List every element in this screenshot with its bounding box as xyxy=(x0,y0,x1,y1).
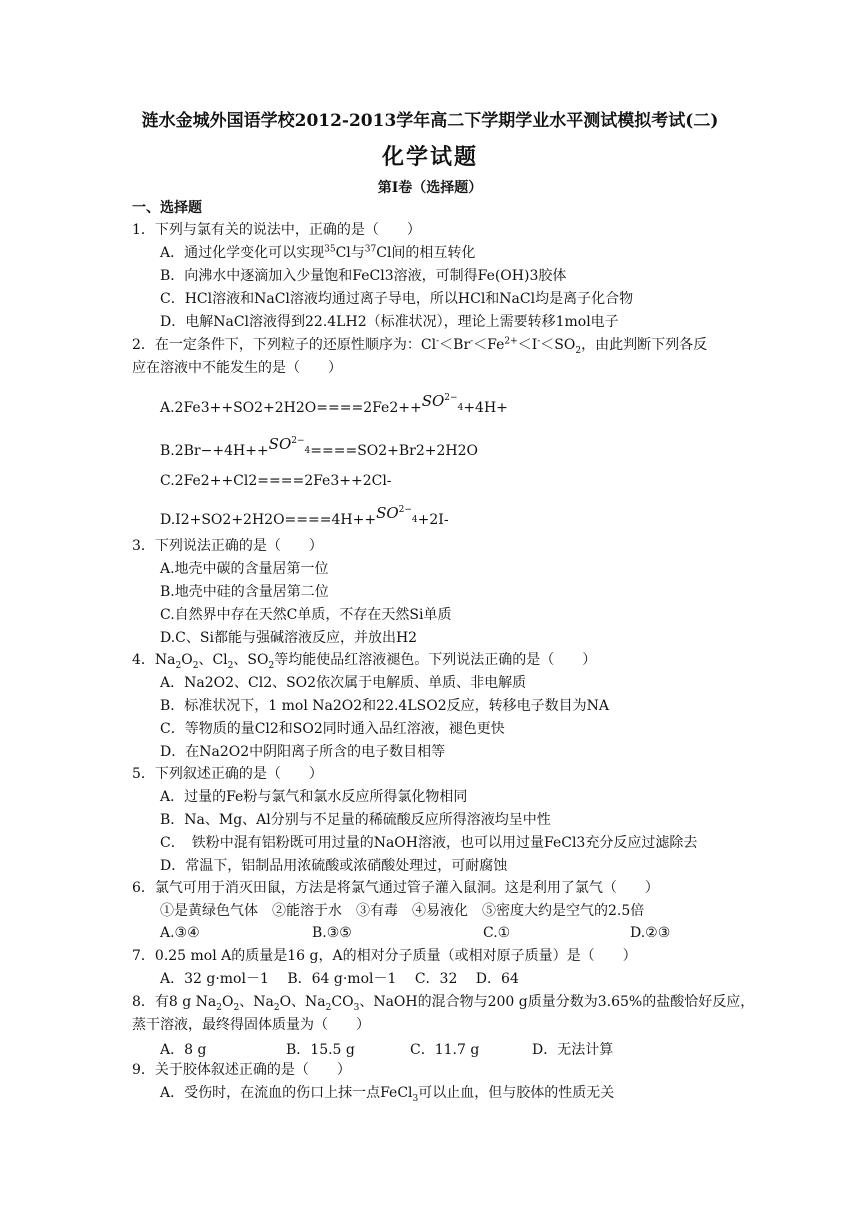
q6-stem: 6．氯气可用于消灭田鼠，方法是将氯气通过管子灌入鼠洞。这是利用了氯气（ ） xyxy=(132,880,659,896)
q6-option-a: A.③④ xyxy=(160,925,200,941)
q1-stem: 1．下列与氯有关的说法中，正确的是（ ） xyxy=(132,222,421,238)
q2-option-c: C.2Fe2++Cl2====2Fe3++2Cl- xyxy=(160,473,392,489)
q6-properties: ①是黄绿色气体 ②能溶于水 ③有毒 ④易液化 ⑤密度大约是空气的2.5倍 xyxy=(160,903,645,919)
sulfate-ion: $SO^{2-}_4$ xyxy=(268,435,311,456)
q4-option-c: C．等物质的量Cl2和SO2同时通入品红溶液，褪色更快 xyxy=(160,721,505,737)
q2-option-d: $D.I2+SO2+2H2O====4H++SO^{2-}_4+2I-$ xyxy=(160,504,449,528)
q3-option-b: B.地壳中硅的含量居第二位 xyxy=(160,584,329,600)
q3-option-c: C.自然界中存在天然C单质，不存在天然Si单质 xyxy=(160,607,452,623)
q5-option-a: A．过量的Fe粉与氯气和氯水反应所得氯化物相同 xyxy=(160,789,468,805)
q5-option-c: C． 铁粉中混有铝粉既可用过量的NaOH溶液，也可以用过量FeCl3充分反应过滤除去 xyxy=(160,835,698,851)
q2-stem: 2．在一定条件下，下列粒子的还原性顺序为：$Cl^-<Br^-<Fe^{2+}<I^-<SO_2$，由此判断下列各反 xyxy=(132,336,708,356)
volume-title: 第Ⅰ卷（选择题） xyxy=(377,180,483,196)
q4-option-d: D．在Na2O2中阴阳离子所含的电子数目相等 xyxy=(160,744,446,760)
q8-option-b: B．15.5 g xyxy=(286,1042,355,1058)
q6-option-d: D.②③ xyxy=(630,925,671,941)
q2-option-a: $A.2Fe3++SO2+2H2O====2Fe2++SO^{2-}_4+4H+$ xyxy=(160,392,508,416)
school-title: 涟水金城外国语学校2012-2013学年高二下学期学业水平测试模拟考试(二) xyxy=(141,111,719,131)
q9-option-a: A．受伤时，在流血的伤口上抹一点FeCl$_3$可以止血，但与胶体的性质无关 xyxy=(160,1085,615,1104)
q4-option-b: B．标准状况下，1 mol Na2O2和22.4LSO2反应，转移电子数目为NA xyxy=(160,698,609,714)
q3-option-a: A.地壳中碳的含量居第一位 xyxy=(160,561,329,577)
q8-option-c: C．11.7 g xyxy=(410,1042,480,1058)
q3-stem: 3．下列说法正确的是（ ） xyxy=(132,538,323,554)
q2-stem-cont: 应在溶液中不能发生的是（ ） xyxy=(132,360,342,376)
q8-option-d: D．无法计算 xyxy=(532,1042,614,1058)
q8-stem-cont: 蒸干溶液，最终得固体质量为（ ） xyxy=(132,1017,370,1033)
q7-options: A．32 g·mol－1 B．64 g·mol－1 C．32 D．64 xyxy=(160,971,519,987)
q7-stem: 7．0.25 mol A的质量是16 g，A的相对分子质量（或相对原子质量）是（ ） xyxy=(132,948,637,964)
q3-option-d: D.C、Si都能与强碱溶液反应，并放出H2 xyxy=(160,630,418,646)
q5-stem: 5．下列叙述正确的是（ ） xyxy=(132,766,323,782)
q8-stem: 8．有8 g $Na_2O_2$、$Na_2O$、$Na_2CO_3$、NaOH的混合物与200 g质量分数为3.65%的盐酸恰好反应， xyxy=(132,994,755,1013)
q4-stem: 4．$Na_2O_2$、$Cl_2$、$SO_2$等均能使品红溶液褪色。下列说法正确的是（ ） xyxy=(132,652,597,671)
sulfate-ion: $SO^{2-}_4$ xyxy=(376,504,418,525)
q6-option-b: B.③⑤ xyxy=(312,925,352,941)
q5-option-b: B．Na、Mg、Al分别与不足量的稀硫酸反应所得溶液均呈中性 xyxy=(160,812,551,828)
sulfate-ion: $SO^{2-}_4$ xyxy=(421,392,464,413)
q1-option-c: C．HCl溶液和NaCl溶液均通过离子导电，所以HCl和NaCl均是离子化合物 xyxy=(160,291,634,307)
q4-option-a: A．Na2O2、Cl2、SO2依次属于电解质、单质、非电解质 xyxy=(160,675,527,691)
q6-option-c: C.① xyxy=(483,925,511,941)
q1-option-a: A．通过化学变化可以实现$^{35}$Cl与$^{37}$Cl间的相互转化 xyxy=(160,244,476,261)
q5-option-d: D．常温下，铝制品用浓硫酸或浓硝酸处理过，可耐腐蚀 xyxy=(160,858,508,874)
q1-option-d: D．电解NaCl溶液得到22.4LH2（标准状况），理论上需要转移1mol电子 xyxy=(160,314,619,330)
subject-title: 化学试题 xyxy=(381,144,478,170)
q9-stem: 9．关于胶体叙述正确的是（ ） xyxy=(132,1062,351,1078)
q2-option-b: $B.2Br-+4H++SO^{2-}_4====SO2+Br2+2H2O$ xyxy=(160,435,479,459)
q8-option-a: A．8 g xyxy=(160,1042,207,1058)
q1-option-b: B．向沸水中逐滴加入少量饱和FeCl3溶液，可制得Fe(OH)3胶体 xyxy=(160,268,567,284)
section-heading: 一、选择题 xyxy=(132,200,202,216)
